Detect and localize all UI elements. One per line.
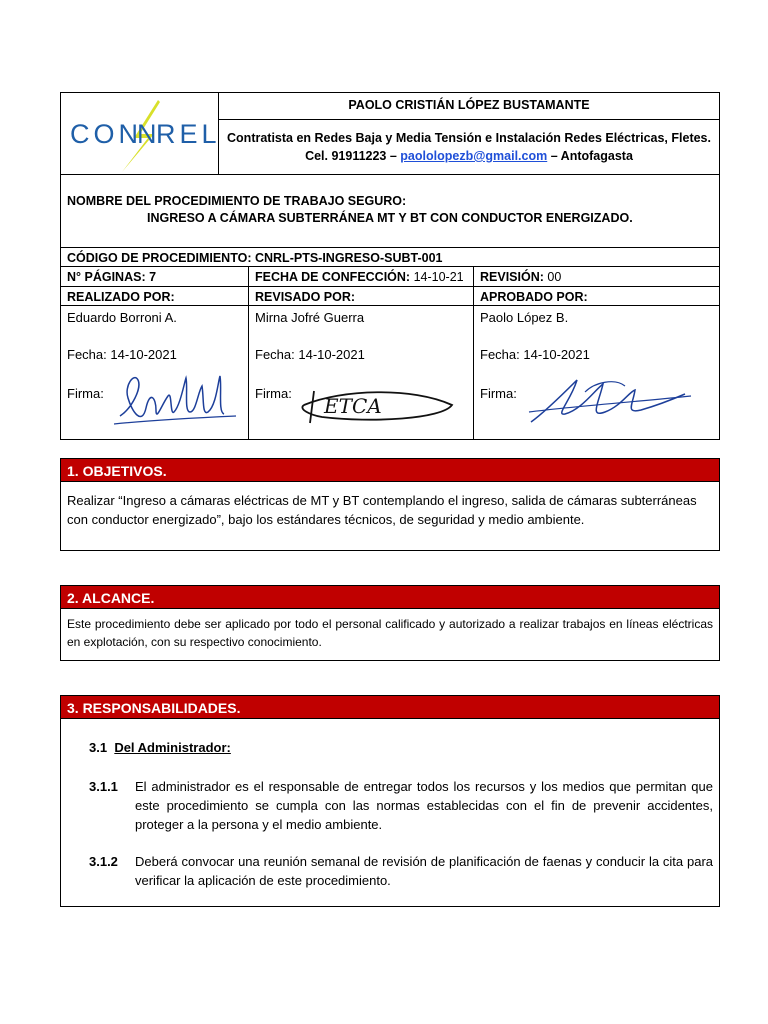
subsection-title: Del Administrador: [114,740,231,755]
divider [60,247,720,248]
made-by-label: REALIZADO POR: [67,290,175,304]
subsection-heading [89,740,231,755]
reviewed-by-signature-label: Firma: [255,386,292,401]
approved-by-label: APROBADO POR: [480,290,588,304]
procedure-name-value: INGRESO A CÁMARA SUBTERRÁNEA MT Y BT CON CONDUCTOR ENERGIZADO. [147,211,633,225]
logo-text-right: REL [156,119,221,149]
contact-line [218,148,720,165]
signature-mirna [292,383,462,433]
reviewed-by-name: Mirna Jofré Guerra [255,310,365,325]
approved-by-name: Paolo López B. [480,310,569,325]
logo-letter-n: N [137,119,157,149]
section-alcance [60,585,720,661]
revision-value: 00 [547,270,562,284]
logo-text-left: CON [70,119,142,149]
signature-eduardo [112,368,242,438]
section-responsabilidades-title: 3. RESPONSABILIDADES. [61,696,719,719]
signature-paolo [525,372,695,432]
email-link[interactable]: paololopezb@gmail.com [400,149,548,163]
section-objetivos [60,458,720,551]
item-2-number: 3.1.2 [89,854,118,869]
made-by-name: Eduardo Borroni A. [67,310,177,325]
section-objetivos-text: Realizar “Ingreso a cámaras eléctricas de MT y BT contemplando el ingreso, salida de cámaras subterráneas con conductor energizado”, bajo los estándares técnicos, de seguridad y medio ambiente. [67,493,697,527]
phone-text: Cel. 91911223 – [305,149,397,163]
section-objetivos-title: 1. OBJETIVOS. [61,459,719,482]
reviewed-by-label: REVISADO POR: [255,290,356,304]
revision-label: REVISIÓN: [480,270,544,284]
made-by-signature-label: Firma: [67,386,104,401]
section-responsabilidades [60,695,720,907]
revision [474,268,567,287]
pages-count: N° PÁGINAS: 7 [67,270,157,284]
signature-mirna-text: ETCA [324,394,382,418]
procedure-code: CÓDIGO DE PROCEDIMIENTO: CNRL-PTS-INGRESO-SUBT-001 [67,251,443,265]
item-2-text: Deberá convocar una reunión semanal de revisión de planificación de faenas y conducir la cita para verificar la aplicación de este procedimiento. [135,854,713,888]
section-alcance-title: 2. ALCANCE. [61,586,719,609]
section-alcance-text: Este procedimiento debe ser aplicado por todo el personal calificado y autorizado a realizar trabajos en líneas eléctricas en explotación, con su respectivo conocimiento. [67,617,713,649]
approved-by-signature-label: Firma: [480,386,517,401]
company-logo [68,96,221,172]
confection-date-value: 14-10-21 [413,270,464,284]
made-by-date: Fecha: 14-10-2021 [67,347,177,362]
owner-name: PAOLO CRISTIÁN LÓPEZ BUSTAMANTE [348,98,590,112]
divider [60,174,720,175]
subsection-number: 3.1 [89,740,108,755]
approved-by-date: Fecha: 14-10-2021 [480,347,590,362]
procedure-name-label: NOMBRE DEL PROCEDIMIENTO DE TRABAJO SEGURO: [67,194,407,208]
confection-date-label: FECHA DE CONFECCIÓN: [255,270,411,284]
city-text: – Antofagasta [550,149,633,163]
item-1-number: 3.1.1 [89,779,118,794]
item-1-text: El administrador es el responsable de entregar todos los recursos y los medios que permitan que este procedimiento se cumpla con las normas establecidas con el fin de prevenir accidentes, proteger a la persona y el medio ambiente. [135,779,713,832]
reviewed-by-date: Fecha: 14-10-2021 [255,347,365,362]
company-description: Contratista en Redes Baja y Media Tensión e Instalación Redes Eléctricas, Fletes. [227,131,711,145]
confection-date [249,268,470,287]
divider [218,119,720,120]
